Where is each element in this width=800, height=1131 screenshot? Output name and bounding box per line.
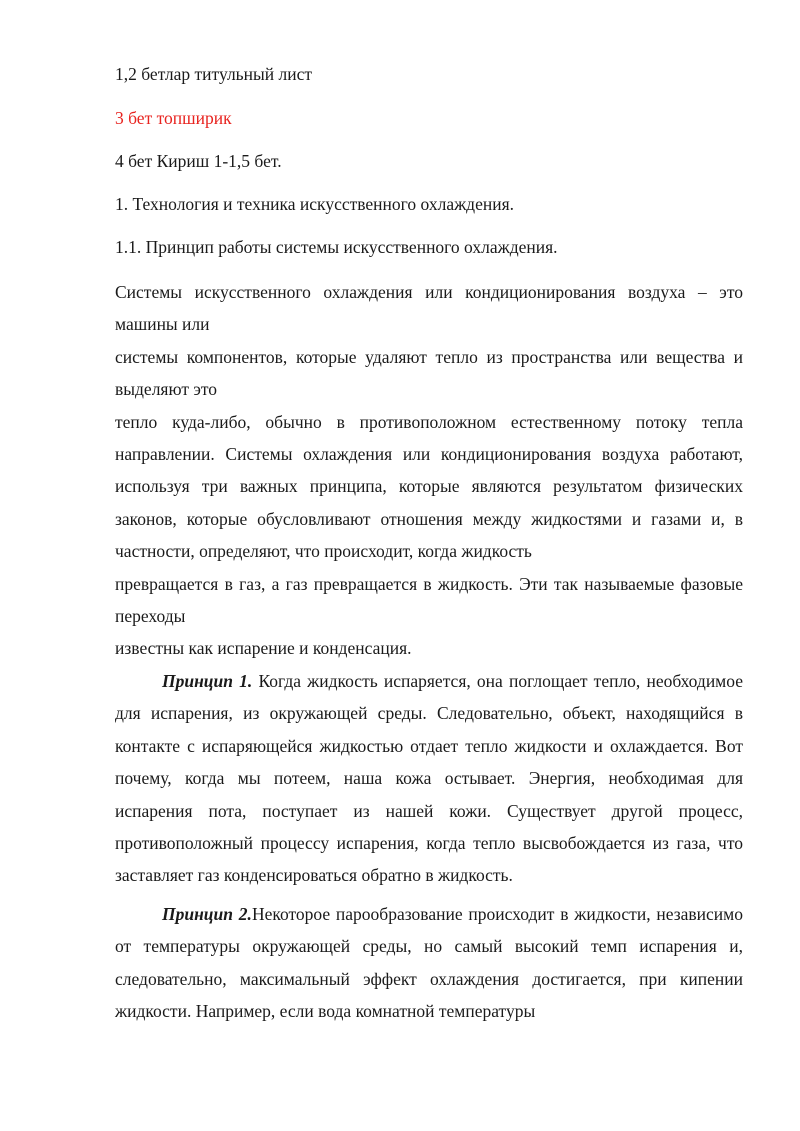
principle-1-text: Когда жидкость испаряется, она поглощает тепло, необходимое для испарения, из окружающей среды. Следовательно, объект, находящийся в контакте с испаряющейся жидкостью отдает тепло жидкости и охлаждается. Вот почему, когда мы потеем, наша кожа остывает. Энергия, необходимая для испарения пота, поступает из нашей кожи. Существует другой процесс, противоположный процессу испарения, когда тепло высвобождается из газа, что заставляет газ конденсироваться обратно в жидкость. xyxy=(115,670,743,886)
principle-2-text: Некоторое парообразование происходит в жидкости, независимо от температуры окружающей среды, но самый высокий темп испарения и, следовательно, максимальный эффект охлаждения достигается, при кипении жидкости. Например, если вода комнатной температуры xyxy=(115,903,743,1021)
header-line-page-4: 4 бет Кириш 1-1,5 бет. xyxy=(115,151,282,171)
principle-2-paragraph xyxy=(115,898,743,1028)
intro-paragraph-2: системы компонентов, которые удаляют тепло из пространства или вещества и выделяют это xyxy=(115,346,743,400)
subsection-heading: 1.1. Принцип работы системы искусственного охлаждения. xyxy=(115,237,558,257)
principle-1-paragraph xyxy=(115,665,743,892)
header-line-pages-1-2: 1,2 бетлар титульный лист xyxy=(115,64,313,84)
intro-paragraph-3: тепло куда-либо, обычно в противоположном естественному потоку тепла направлении. Системы охлаждения или кондиционирования воздуха работают, используя три важных принципа, которые являются результатом физических законов, которые обусловливают отношения между жидкостями и газами и, в частности, определяют, что происходит, когда жидкость xyxy=(115,411,743,562)
principle-2-lead: Принцип 2. xyxy=(162,903,252,924)
principle-1-lead: Принцип 1. xyxy=(162,670,253,691)
intro-paragraph-1: Системы искусственного охлаждения или кондиционирования воздуха – это машины или xyxy=(115,282,743,335)
intro-paragraph-5: известны как испарение и конденсация. xyxy=(115,638,412,659)
header-line-page-3: 3 бет топширик xyxy=(115,108,232,128)
intro-paragraph-4: превращается в газ, а газ превращается в жидкость. Эти так называемые фазовые переходы xyxy=(115,573,743,627)
body-text xyxy=(115,276,743,1027)
section-heading: 1. Технология и техника искусственного охлаждения. xyxy=(115,194,515,214)
